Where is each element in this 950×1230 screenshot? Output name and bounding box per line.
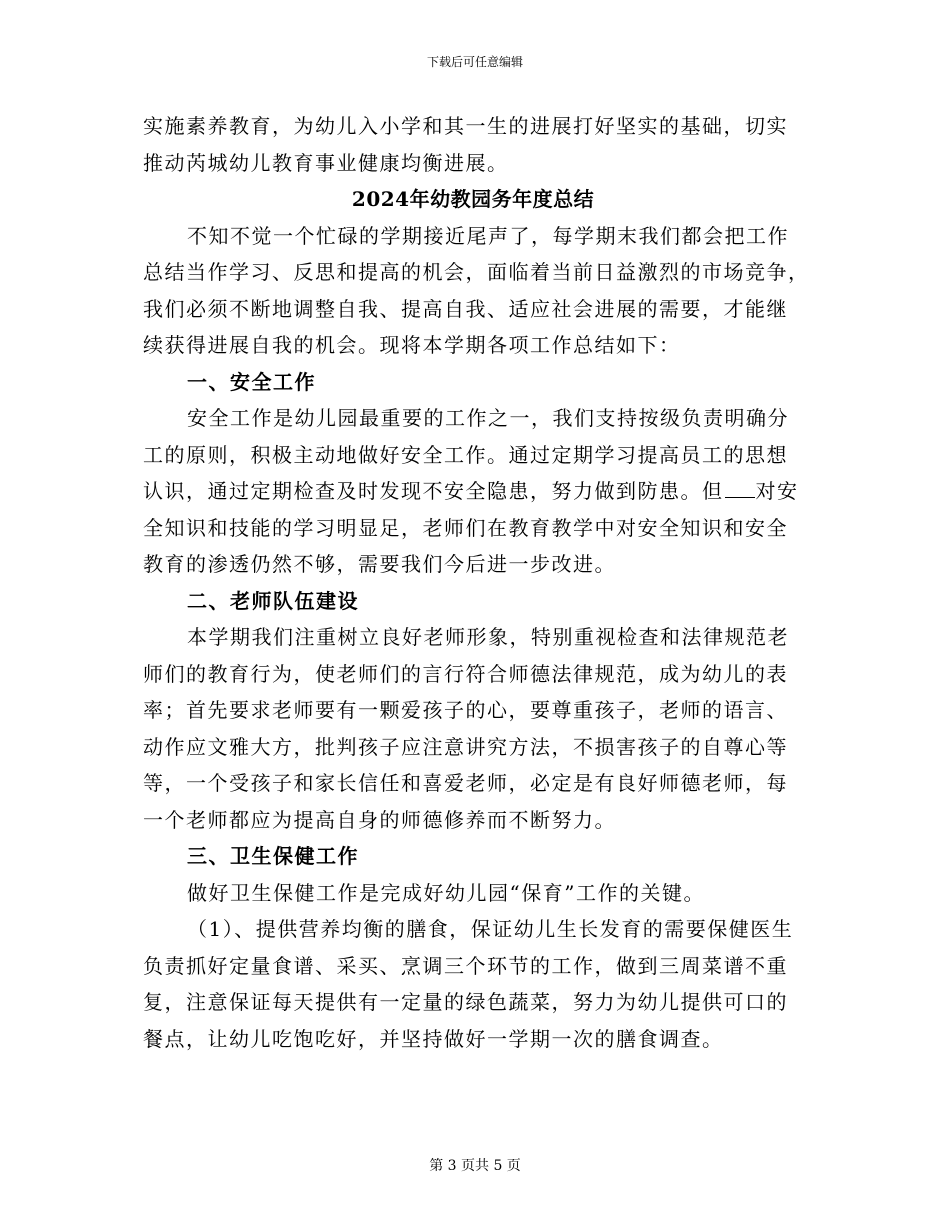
body-line: 等，一个受孩子和家长信任和喜爱老师，必定是有良好师德老师，每 (143, 771, 788, 795)
body-line: 动作应文雅大方，批判孩子应注意讲究方法，不损害孩子的自尊心等 (143, 734, 788, 759)
page-number: 第 3 页共 5 页 (429, 1158, 521, 1174)
body-line: 我们必须不断地调整自我、提高自我、适应社会进展的需要，才能继 (143, 296, 788, 321)
body-line: 总结当作学习、反思和提高的机会，面临着当前日益激烈的市场竞争， (143, 260, 810, 284)
document-body (143, 108, 810, 1057)
page-header: 下载后可任意编辑 (426, 55, 523, 69)
body-line: 做好卫生保健工作是完成好幼儿园“保育”工作的关键。 (187, 880, 705, 905)
section-heading-safety: 一、安全工作 (187, 369, 316, 394)
body-line: （1）、提供营养均衡的膳食，保证幼儿生长发育的需要保健医生 (187, 917, 794, 941)
body-line: 负责抓好定量食谱、采买、烹调三个环节的工作，做到三周菜谱不重 (143, 953, 788, 978)
body-line: 全知识和技能的学习明显足，老师们在教育教学中对安全知识和安全 (143, 515, 788, 540)
text-segment: 认识，通过定期检查及时发现不安全隐患，努力做到防患。但 (143, 479, 724, 503)
section-heading-health: 三、卫生保健工作 (187, 844, 359, 868)
body-line: 实施素养教育，为幼儿入小学和其一生的进展打好坚实的基础，切实 (143, 114, 788, 138)
body-line: 师们的教育行为，使老师们的言行符合师德法律规范，成为幼儿的表 (143, 661, 788, 686)
body-line: 一个老师都应为提高自身的师德修养而不断努力。 (143, 807, 616, 832)
body-line: 复，注意保证每天提供有一定量的绿色蔬菜，努力为幼儿提供可口的 (143, 990, 788, 1014)
body-line: 餐点，让幼儿吃饱吃好，并坚持做好一学期一次的膳食调查。 (143, 1026, 724, 1051)
body-line: 推动芮城幼儿教育事业健康均衡进展。 (143, 150, 509, 175)
body-line: 率；首先要求老师要有一颗爱孩子的心，要尊重孩子，老师的语言、 (143, 698, 788, 722)
section-heading-teachers: 二、老师队伍建设 (187, 588, 359, 613)
body-line: 本学期我们注重树立良好老师形象，特别重视检查和法律规范老 (187, 625, 789, 649)
document-title: 2024年幼教园务年度总结 (351, 187, 595, 211)
body-line: 续获得进展自我的机会。现将本学期各项工作总结如下： (143, 333, 681, 357)
body-line: 安全工作是幼儿园最重要的工作之一，我们支持按级负责明确分 (187, 406, 789, 430)
body-line: 不知不觉一个忙碌的学期接近尾声了，每学期末我们都会把工作 (187, 223, 789, 248)
body-line: 工的原则，积极主动地做好安全工作。通过定期学习提高员工的思想 (143, 442, 788, 467)
body-line-with-blank (143, 473, 803, 510)
fill-blank (725, 477, 755, 498)
body-line: 教育的渗透仍然不够，需要我们今后进一步改进。 (143, 552, 616, 576)
text-segment: 对安 (755, 479, 799, 503)
